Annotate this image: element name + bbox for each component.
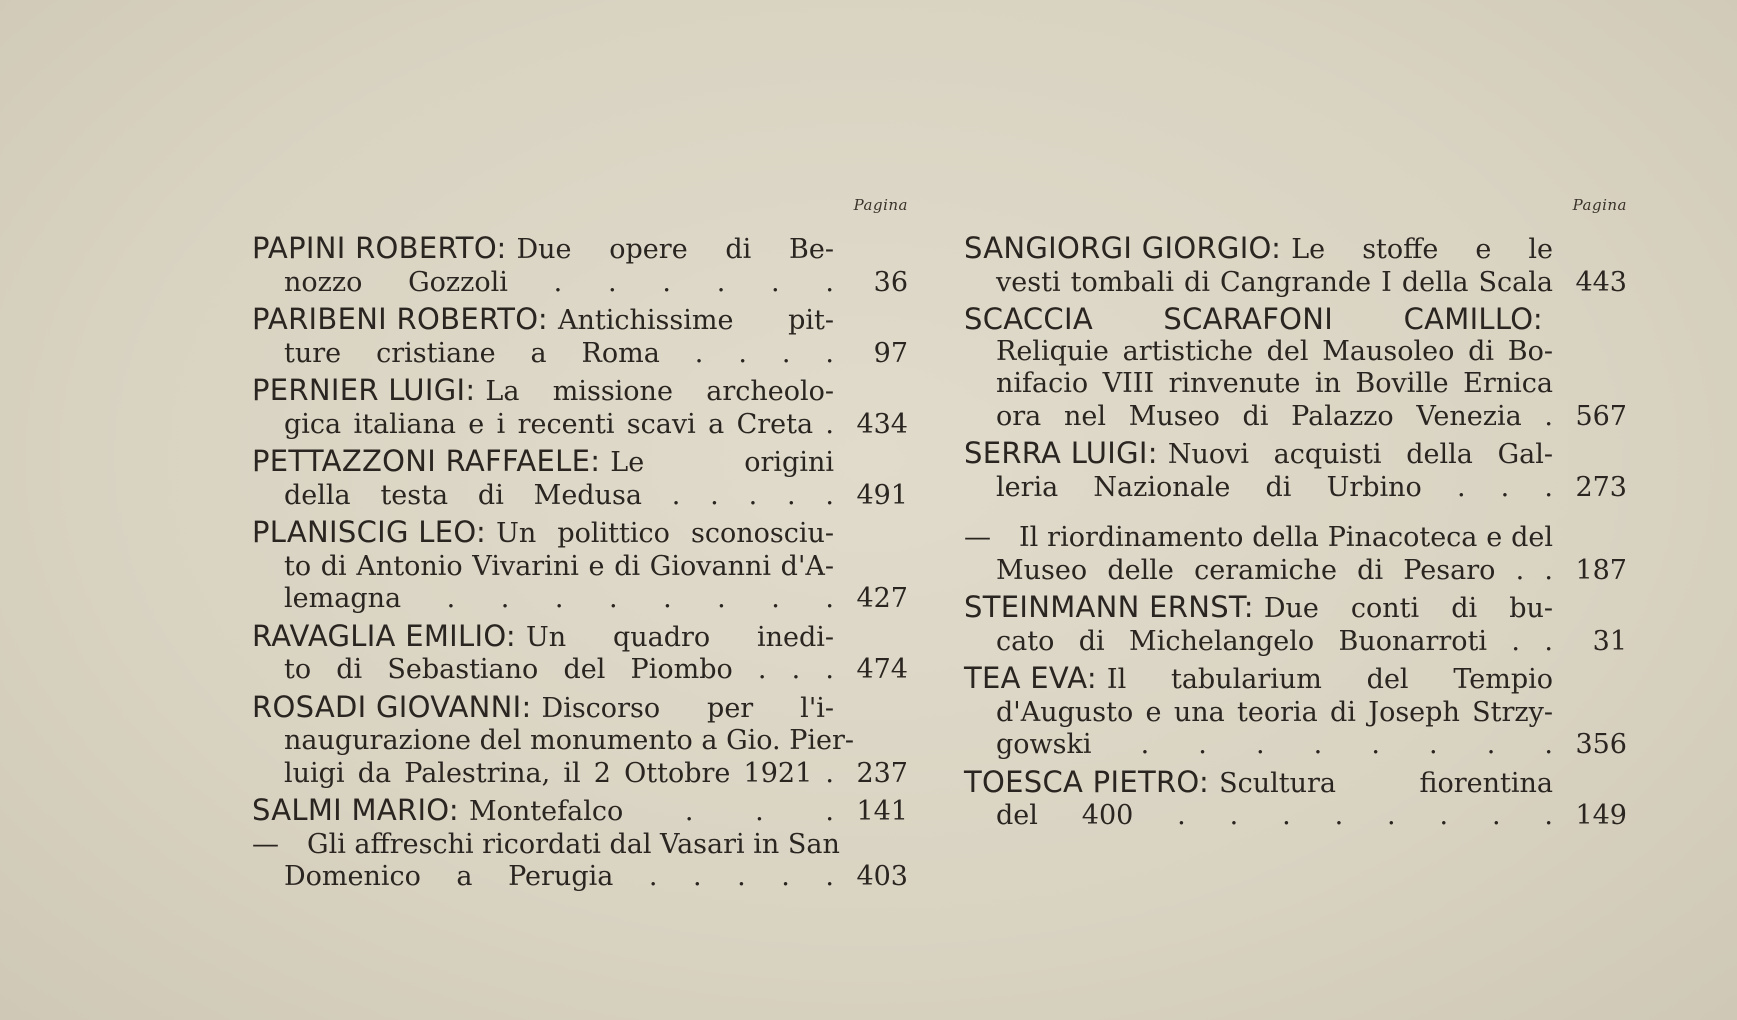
page-number: 97 [873, 337, 908, 369]
author-name: PERNIER LUIGI: [252, 373, 476, 407]
entry-title: cato di Michelangelo Buonarroti . . [996, 625, 1553, 657]
entry-title: nifacio VIII rinvenute in Boville Ernica [996, 368, 1553, 399]
author-name: TOESCA PIETRO: [964, 764, 1210, 799]
index-entry [964, 766, 1627, 833]
page-number: 443 [1575, 266, 1627, 298]
pagina-header-left: Pagina [853, 196, 908, 214]
index-entry [964, 662, 1627, 762]
page-number: 31 [1592, 625, 1627, 657]
entry-title: Due opere di Be- [516, 234, 834, 265]
index-entry [964, 522, 1627, 587]
page-number: 356 [1575, 729, 1627, 760]
index-entry [252, 303, 908, 370]
entry-title: della testa di Medusa . . . . . [284, 479, 834, 511]
ditto-dash: — [252, 828, 279, 860]
page-number: 427 [856, 583, 908, 614]
author-name: SCACCIA SCARAFONI CAMILLO: [964, 302, 1543, 336]
page-number: 474 [856, 654, 908, 685]
index-entry [252, 374, 908, 441]
index-entry [964, 232, 1627, 299]
index-entry [964, 437, 1627, 504]
entry-title: Il tabularium del Tempio [1106, 664, 1553, 695]
index-entry [252, 445, 908, 512]
entry-title: La missione archeolo- [485, 376, 834, 407]
entry-title: Domenico a Perugia . . . . . [284, 861, 834, 892]
author-name: PARIBENI ROBERTO: [252, 302, 548, 336]
pagina-header-right: Pagina [1572, 196, 1627, 214]
entry-title: ture cristiane a Roma . . . . [284, 337, 834, 369]
page-number: 403 [856, 861, 908, 892]
entry-title: del 400 . . . . . . . . [996, 800, 1553, 831]
page-number: 491 [856, 479, 908, 511]
spacer [964, 508, 1627, 522]
page-number: 149 [1575, 800, 1627, 831]
entry-title: luigi da Palestrina, il 2 Ottobre 1921 . [284, 757, 834, 789]
entry-title: Il riordinamento della Pinacoteca e del [1019, 522, 1553, 553]
right-column [964, 196, 1627, 837]
author-name: STEINMANN ERNST: [964, 590, 1254, 624]
entry-title: Discorso per l'i- [541, 692, 834, 724]
page-number: 567 [1575, 400, 1627, 432]
page-number: 36 [873, 266, 908, 298]
author-name: SALMI MARIO: [252, 793, 459, 827]
entry-title: lemagna . . . . . . . . [284, 583, 834, 614]
entry-title: to di Sebastiano del Piombo . . . [284, 654, 834, 685]
entry-title: naugurazione del monumento a Gio. Pier- [284, 725, 855, 756]
left-column [252, 196, 908, 898]
page-number: 187 [1575, 554, 1627, 586]
entry-title: Gli affreschi ricordati dal Vasari in San [307, 828, 840, 860]
entry-title: ora nel Museo di Palazzo Venezia . [996, 400, 1553, 432]
author-name: RAVAGLIA EMILIO: [252, 618, 517, 653]
entry-title: Le origini [610, 447, 834, 478]
author-name: SERRA LUIGI: [964, 436, 1158, 470]
page-number: 273 [1575, 471, 1627, 503]
index-entry [964, 591, 1627, 658]
author-name: PLANISCIG LEO: [252, 515, 487, 549]
entry-title: Scultura fiorentina [1219, 767, 1553, 799]
entry-title: Due conti di bu- [1263, 593, 1553, 624]
author-name: ROSADI GIOVANNI: [252, 689, 532, 724]
entry-title: Montefalco . . . [468, 796, 834, 827]
entry-title: vesti tombali di Cangrande I della Scala [996, 266, 1553, 298]
index-entry [964, 303, 1627, 433]
entry-title: Museo delle ceramiche di Pesaro . . [996, 554, 1553, 586]
index-entry [252, 829, 908, 894]
page-number: 237 [856, 757, 908, 789]
page-number: 141 [856, 796, 908, 827]
author-name: TEA EVA: [964, 661, 1097, 695]
entry-title: Le stoffe e le [1291, 234, 1553, 265]
entry-title: Un quadro inedi- [526, 621, 834, 653]
index-entry [252, 516, 908, 616]
entry-title: Nuovi acquisti della Gal- [1167, 439, 1553, 470]
page-number: 434 [856, 408, 908, 440]
index-entry [252, 794, 908, 829]
entry-title: nozzo Gozzoli . . . . . . [284, 266, 834, 298]
entry-title: gowski . . . . . . . . [996, 729, 1553, 760]
index-entry [252, 232, 908, 299]
author-name: SANGIORGI GIORGIO: [964, 231, 1282, 265]
entry-title: Reliquie artistiche del Mausoleo di Bo- [996, 335, 1553, 367]
entry-title: leria Nazionale di Urbino . . . [996, 471, 1553, 503]
ditto-dash: — [964, 522, 991, 553]
index-entry [252, 620, 908, 687]
index-entry [252, 691, 908, 791]
entry-title: gica italiana e i recenti scavi a Creta . [284, 408, 834, 440]
author-name: PAPINI ROBERTO: [252, 231, 507, 265]
entry-title: Antichissime pit- [558, 305, 834, 336]
author-name: PETTAZZONI RAFFAELE: [252, 444, 601, 478]
entry-title: Un polittico sconosciu- [496, 518, 834, 549]
entry-title: to di Antonio Vivarini e di Giovanni d'A- [284, 550, 834, 582]
entry-title: d'Augusto e una teoria di Joseph Strzy- [996, 696, 1553, 728]
